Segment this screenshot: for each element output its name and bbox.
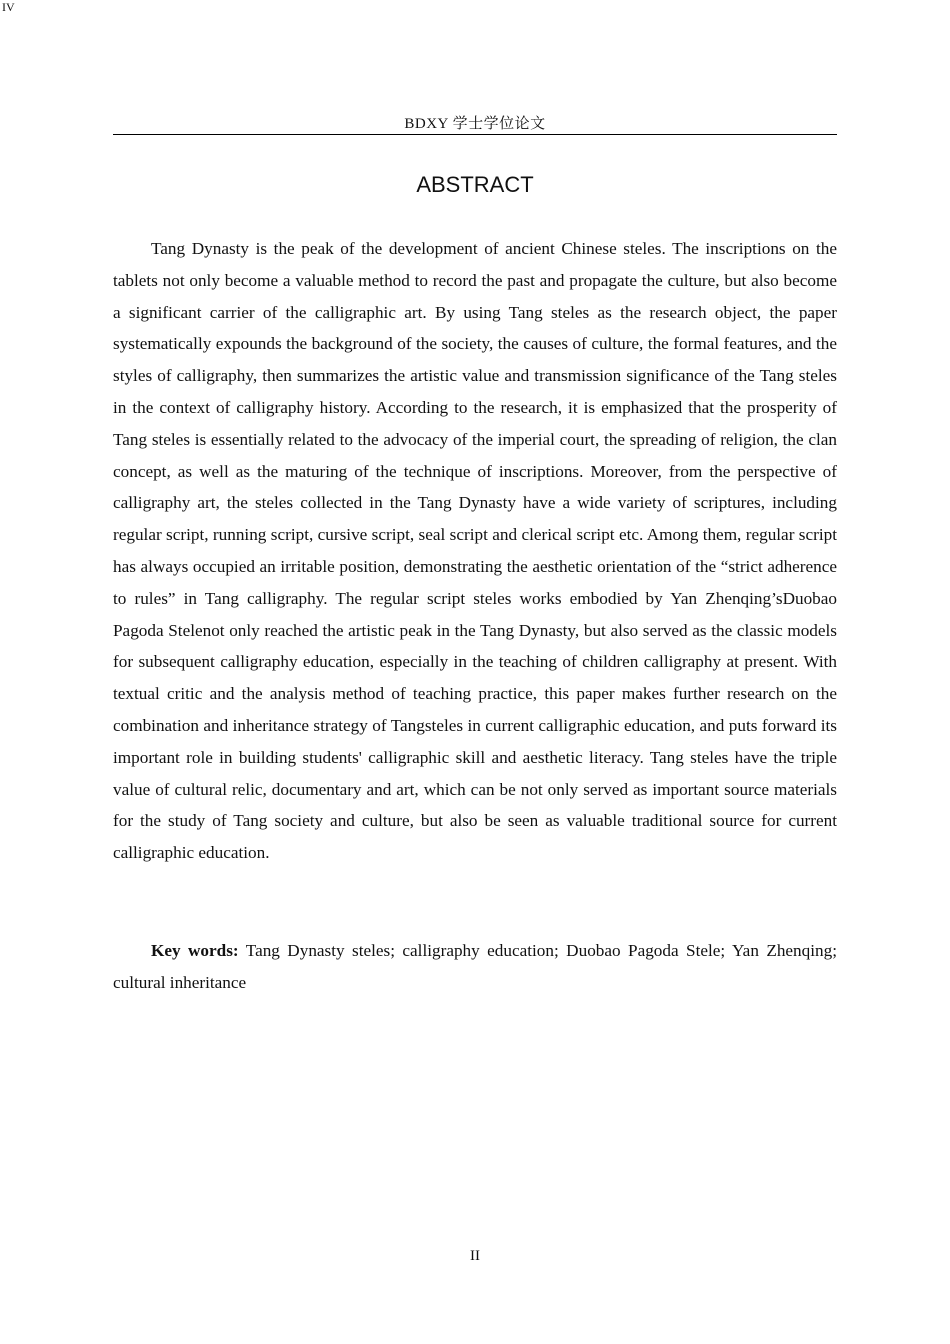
keywords-text: Tang Dynasty steles; calligraphy education; Duobao Pagoda Stele; Yan Zhenqing; cultural inheritance [113,941,837,992]
header-rule [113,134,837,135]
abstract-title: ABSTRACT [416,172,534,197]
page-number: II [470,1248,480,1264]
corner-page-mark: IV [2,0,15,14]
abstract-body: Tang Dynasty is the peak of the development of ancient Chinese steles. The inscriptions on the tablets not only become a valuable method to record the past and propagate the culture, but also become a significant carrier of the calligraphic art. By using Tang steles as the research object, the paper systematically expounds the background of the society, the causes of culture, the formal features, and the styles of calligraphy, then summarizes the artistic value and transmission significance of the Tang steles in the context of calligraphy history. According to the research, it is emphasized that the prosperity of Tang steles is essentially related to the advocacy of the imperial court, the spreading of religion, the clan concept, as well as the maturing of the technique of inscriptions. Moreover, from the perspective of calligraphy art, the steles collected in the Tang Dynasty have a wide variety of scriptures, including regular script, running script, cursive script, seal script and clerical script etc. Among them, regular script has always occupied an irritable position, demonstrating the aesthetic orientation of the “strict adherence to rules” in Tang calligraphy. The regular script steles works embodied by Yan Zhenqing’sDuobao Pagoda Stelenot only reached the artistic peak in the Tang Dynasty, but also served as the classic models for subsequent calligraphy education, especially in the teaching of children calligraphy at present. With textual critic and the analysis method of teaching practice, this paper makes further research on the combination and inheritance strategy of Tangsteles in current calligraphic education, and puts forward its important role in building students' calligraphic skill and aesthetic literacy. Tang steles have the triple value of cultural relic, documentary and art, which can be not only served as important source materials for the study of Tang society and culture, but also be seen as valuable traditional source for current calligraphic education. [113,239,837,863]
running-header-title: BDXY 学士学位论文 [404,116,546,132]
keywords-label: Key words: [151,941,239,960]
keywords-paragraph [113,935,837,999]
